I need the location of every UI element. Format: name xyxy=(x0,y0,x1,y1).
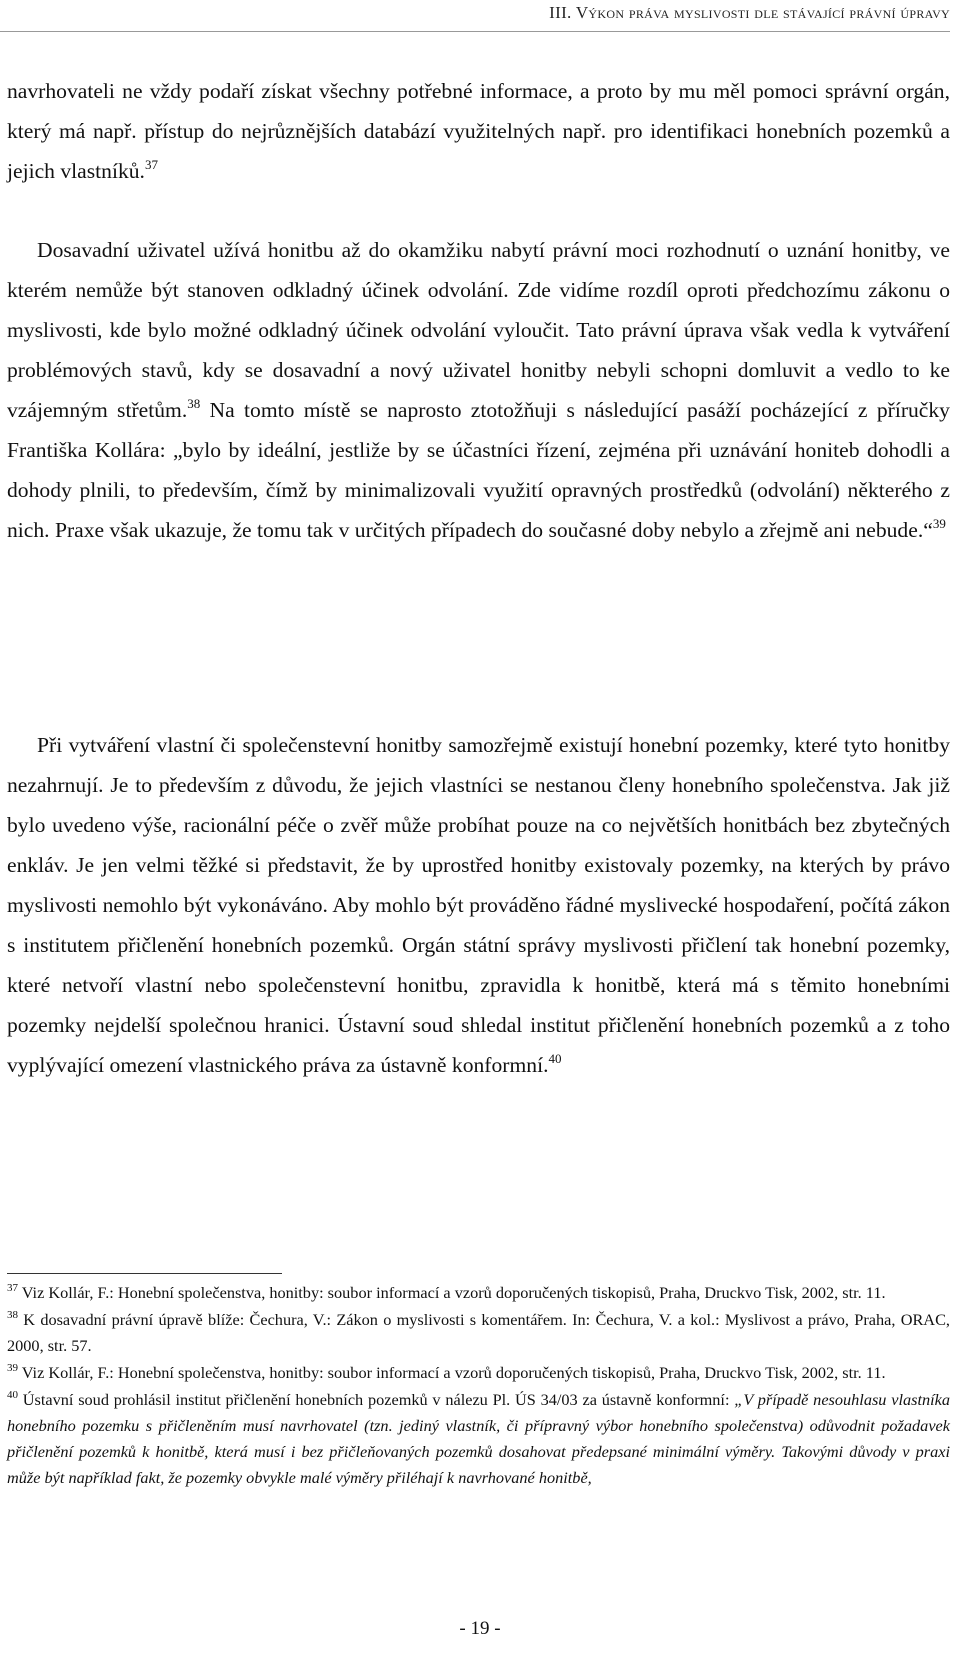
footnote-number: 39 xyxy=(7,1362,18,1374)
footnotes xyxy=(7,1280,950,1492)
header-divider xyxy=(0,31,950,32)
running-header xyxy=(0,0,950,33)
footnote-39 xyxy=(7,1360,950,1386)
footnote-ref-38[interactable]: 38 xyxy=(187,396,201,411)
running-header-title: III. Výkon práva myslivosti dle stávající právní úpravy xyxy=(549,3,950,22)
footnote-ref-40[interactable]: 40 xyxy=(548,1051,562,1066)
paragraph-2-text-b: Na tomto místě se naprosto ztotožňuji s následující pasáží pocházející z příručky Františka Kollára: „bylo by ideální, jestliže by se účastníci řízení, zejména při uznávání honiteb dohodli a dohody plnili, to především, čímž by minimalizovali využití opravných prostředků (odvolání) některého z nich. Praxe však ukazuje, že tomu tak v určitých případech do současné doby nebylo a zřejmě ani nebude.“ xyxy=(7,398,950,542)
paragraph-2-text-a: Dosavadní uživatel užívá honitbu až do okamžiku nabytí právní moci rozhodnutí o uznání honitby, ve kterém nemůže být stanoven odkladný účinek odvolání. Zde vidíme rozdíl oproti předchozímu zákonu o myslivosti, kde bylo možné odkladný účinek odvolání vyloučit. Tato právní úprava však vedla k vytváření problémových stavů, kdy se dosavadní a nový uživatel honitby nebyli schopni domluvit a vedlo to ke vzájemným střetům. xyxy=(7,238,950,422)
footnote-number: 38 xyxy=(7,1309,18,1321)
footnote-separator xyxy=(7,1273,282,1274)
paragraph-3-text: Při vytváření vlastní či společenstevní honitby samozřejmě existují honební pozemky, které tyto honitby nezahrnují. Je to především z důvodu, že jejich vlastníci se nestanou členy honebního společenstva. Jak již bylo uvedeno výše, racionální péče o zvěř může probíhat pouze na co největších honitbách bez zbytečných enkláv. Je jen velmi těžké si představit, že by uprostřed honitby existovaly pozemky, na kterých by právo myslivosti nemohlo být vykonáváno. Aby mohlo být prováděno řádné myslivecké hospodaření, počítá zákon s institutem přičlenění honebních pozemků. Orgán státní správy myslivosti přičlení tak honební pozemky, které netvoří vlastní nebo společenstevní honitbu, zpravidla k honitbě, která má s těmito honebními pozemky nejdelší společnou hranici. Ústavní soud shledal institut přičlenění honebních pozemků a z toho vyplývající omezení vlastnického práva za ústavně konformní. xyxy=(7,733,950,1077)
paragraph-1-text: navrhovateli ne vždy podaří získat všechny potřebné informace, a proto by mu měl pomoci správní orgán, který má např. přístup do nejrůznějších databází využitelných např. pro identifikaci honebních pozemků a jejich vlastníků. xyxy=(7,79,950,183)
paragraph-1 xyxy=(7,71,950,191)
paragraph-2 xyxy=(7,230,950,550)
footnote-quote: „V případě nesouhlasu vlastníka honebního pozemku s přičleněním musí navrhovatel (tzn. jediný vlastník, či přípravný výbor honebního společenstva) odůvodnit požadavek přičlenění pozemků k honitbě, která musí i bez přičleňovaných pozemků dosahovat předepsané minimální výměry. Takovými důvody v praxi může být například fakt, že pozemky obvykle malé výměry přiléhají k navrhované honitbě, xyxy=(7,1390,950,1487)
footnote-38 xyxy=(7,1307,950,1359)
footnote-text: Viz Kollár, F.: Honební společenstva, honitby: soubor informací a vzorů doporučených tiskopisů, Praha, Druckvo Tisk, 2002, str. 11. xyxy=(18,1363,886,1382)
footnote-text: Viz Kollár, F.: Honební společenstva, honitby: soubor informací a vzorů doporučených tiskopisů, Praha, Druckvo Tisk, 2002, str. 11. xyxy=(18,1283,886,1302)
footnote-40 xyxy=(7,1387,950,1491)
footnote-number: 37 xyxy=(7,1282,18,1294)
footnote-number: 40 xyxy=(7,1389,18,1401)
footnote-37 xyxy=(7,1280,950,1306)
page-number: - 19 - xyxy=(459,1618,501,1639)
paragraph-3 xyxy=(7,725,950,1085)
footnote-ref-37[interactable]: 37 xyxy=(144,157,158,172)
footnote-text: K dosavadní právní úpravě blíže: Čechura, V.: Zákon o myslivosti s komentářem. In: Čechura, V. a kol.: Myslivost a právo, Praha, ORAC, 2000, str. 57. xyxy=(7,1310,950,1355)
footnote-ref-39[interactable]: 39 xyxy=(932,516,946,531)
footnote-text: Ústavní soud prohlásil institut přičlenění honebních pozemků v nálezu Pl. ÚS 34/03 za ústavně konformní: xyxy=(18,1390,735,1409)
